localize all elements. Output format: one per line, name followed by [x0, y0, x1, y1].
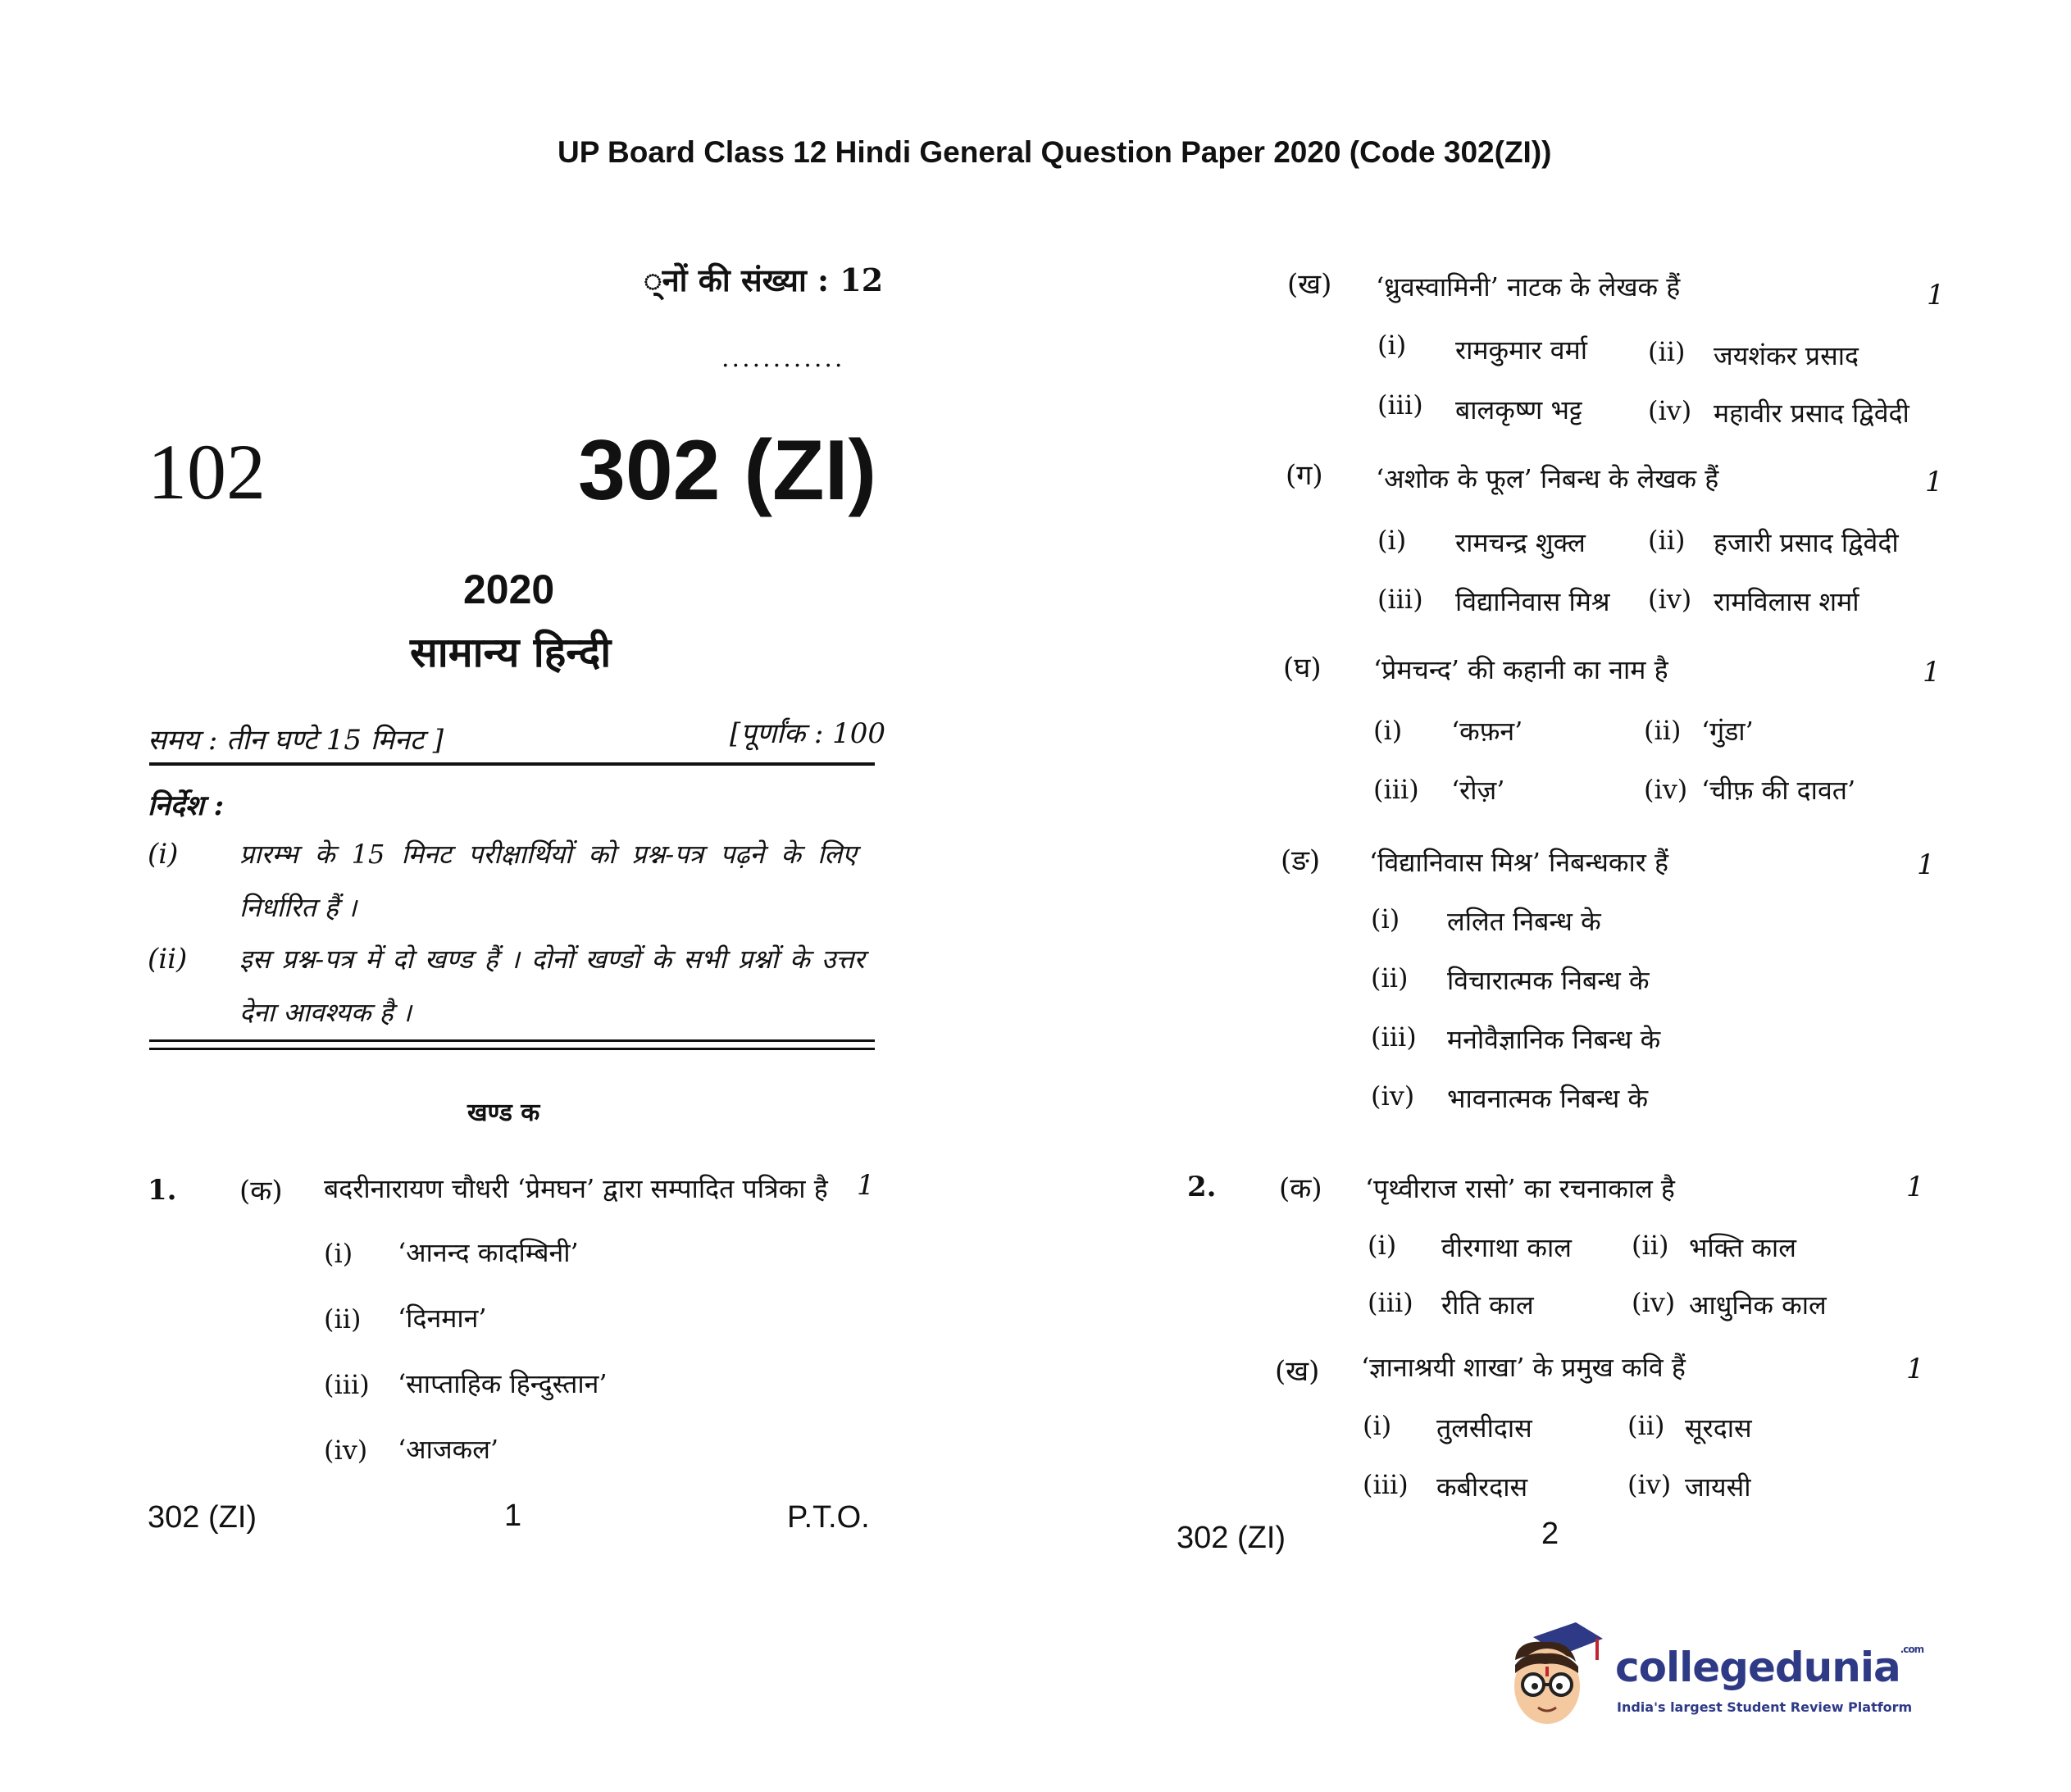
option-number: (i): [1368, 1230, 1397, 1261]
question-marks: 1: [1925, 466, 1943, 498]
option-number: (i): [1377, 330, 1407, 361]
option-number: (i): [1373, 715, 1403, 746]
logo-name: [1615, 1644, 1923, 1691]
roll-number-dots: ............: [721, 344, 845, 373]
question-marks: 1: [1927, 279, 1945, 312]
question-text: ‘विद्यानिवास मिश्र’ निबन्धकार हैं: [1369, 847, 1669, 878]
question-number: 1.: [148, 1174, 177, 1207]
question-part: (क): [239, 1175, 283, 1208]
option-text: जायसी: [1685, 1471, 1751, 1503]
logo-tagline: India's largest Student Review Platform: [1617, 1699, 1913, 1715]
question-marks: 1: [857, 1169, 875, 1202]
instruction-text: देना आवश्यक है ।: [239, 997, 412, 1028]
option-number: (iii): [1377, 584, 1423, 615]
option-text: ‘रोज़’: [1451, 775, 1505, 806]
option-text: विचारात्मक निबन्ध के: [1447, 965, 1650, 996]
option-text: तुलसीदास: [1436, 1412, 1532, 1444]
exam-time: समय : तीन घण्टे 15 मिनट ]: [148, 724, 444, 757]
instructions-rule: [149, 1048, 875, 1050]
option-number: (iii): [1373, 774, 1419, 805]
question-marks: 1: [1923, 656, 1941, 689]
option-text: ‘गुंडा’: [1701, 716, 1754, 747]
option-text: ‘साप्ताहिक हिन्दुस्तान’: [398, 1368, 608, 1399]
option-number: (iv): [1648, 395, 1692, 426]
question-part: (क): [1279, 1172, 1322, 1205]
option-text: सूरदास: [1685, 1412, 1752, 1444]
page-footer-number: 2: [1541, 1517, 1559, 1551]
question-marks: 1: [1906, 1353, 1924, 1385]
option-text: जयशंकर प्रसाद: [1714, 340, 1859, 371]
question-part: (ख): [1287, 268, 1332, 301]
option-number: (ii): [1371, 962, 1409, 994]
question-part: (घ): [1283, 652, 1322, 685]
instruction-text: प्रारम्भ के 15 मिनट परीक्षार्थियों को प्रश्न-पत्र पढ़ने के लिए: [239, 839, 857, 870]
question-number: 2.: [1187, 1171, 1217, 1203]
option-text: रामचन्द्र शुक्ल: [1455, 527, 1586, 558]
page-footer-code: 302 (ZI): [148, 1500, 257, 1535]
question-text: बदरीनारायण चौधरी ‘प्रेमघन’ द्वारा सम्पादित पत्रिका है: [324, 1173, 828, 1204]
instructions-title: निर्देश :: [148, 789, 225, 822]
option-number: (i): [1363, 1410, 1392, 1441]
option-number: (iv): [324, 1435, 368, 1466]
option-text: ‘कफ़न’: [1451, 716, 1523, 747]
option-text: वीरगाथा काल: [1441, 1232, 1572, 1263]
question-text: ‘प्रेमचन्द’ की कहानी का नाम है: [1373, 654, 1668, 685]
option-text: रामविलास शर्मा: [1714, 586, 1859, 617]
question-text: ‘अशोक के फूल’ निबन्ध के लेखक हैं: [1376, 463, 1719, 494]
option-number: (ii): [1644, 715, 1682, 746]
header-rule: [149, 762, 875, 766]
collegedunia-logo: [1500, 1619, 1924, 1734]
option-text: आधुनिक काल: [1689, 1289, 1827, 1321]
instruction-number: (ii): [148, 943, 188, 976]
instruction-number: (i): [148, 838, 179, 871]
option-number: (iii): [1377, 389, 1423, 421]
option-text: रीति काल: [1441, 1289, 1534, 1321]
option-text: ‘आजकल’: [398, 1434, 499, 1465]
option-number: (ii): [1632, 1230, 1669, 1261]
option-text: हजारी प्रसाद द्विवेदी: [1714, 527, 1899, 558]
exam-year: 2020: [463, 566, 555, 612]
question-marks: 1: [1917, 848, 1935, 881]
logo-suffix: .com: [1900, 1644, 1924, 1655]
section-title: खण्ड क: [467, 1098, 540, 1127]
option-text: कबीरदास: [1436, 1471, 1528, 1503]
option-text: ‘आनन्द कादम्बिनी’: [398, 1237, 579, 1268]
document-title: UP Board Class 12 Hindi General Question Paper 2020 (Code 302(ZI)): [558, 135, 1552, 169]
subject-title: सामान्य हिन्दी: [410, 628, 612, 676]
option-text: ललित निबन्ध के: [1447, 906, 1601, 937]
option-text: भावनात्मक निबन्ध के: [1447, 1083, 1649, 1114]
left-code: 102: [148, 428, 266, 516]
paper-code: 302 (ZI): [578, 423, 877, 518]
option-number: (ii): [1627, 1410, 1665, 1441]
instruction-text: इस प्रश्न-पत्र में दो खण्ड हैं । दोनों खण्डों के सभी प्रश्नों के उत्तर: [239, 944, 865, 975]
option-text: महावीर प्रसाद द्विवेदी: [1714, 398, 1909, 429]
instructions-rule: [149, 1039, 875, 1042]
option-number: (iv): [1644, 774, 1688, 805]
option-number: (i): [1371, 903, 1400, 935]
instruction-text: निर्धारित हैं ।: [239, 892, 357, 923]
option-number: (ii): [324, 1303, 362, 1335]
question-marks: 1: [1906, 1171, 1924, 1203]
option-text: भक्ति काल: [1689, 1232, 1796, 1263]
option-number: (iii): [1368, 1287, 1413, 1318]
page-footer-number: 1: [504, 1499, 522, 1533]
option-number: (iii): [1371, 1021, 1417, 1053]
option-text: बालकृष्ण भट्ट: [1455, 394, 1582, 425]
option-number: (iii): [324, 1369, 370, 1400]
max-marks: [पूर्णांक : 100: [730, 717, 886, 750]
question-text: ‘पृथ्वीराज रासो’ का रचनाकाल है: [1365, 1173, 1675, 1204]
question-text: ‘ध्रुवस्वामिनी’ नाटक के लेखक हैं: [1376, 271, 1681, 302]
question-part: (ग): [1286, 459, 1323, 492]
option-number: (iv): [1648, 584, 1692, 615]
question-text: ‘ज्ञानाश्रयी शाखा’ के प्रमुख कवि हैं: [1361, 1352, 1686, 1383]
option-number: (i): [324, 1238, 353, 1269]
option-number: (iv): [1627, 1469, 1672, 1500]
num-questions: ्नों की संख्या : 12: [644, 262, 884, 298]
option-text: विद्यानिवास मिश्र: [1455, 586, 1610, 617]
option-text: ‘दिनमान’: [398, 1303, 487, 1334]
question-part: (ङ): [1281, 844, 1321, 877]
option-number: (iv): [1632, 1287, 1676, 1318]
page-footer-pto: P.T.O.: [787, 1500, 870, 1535]
option-text: ‘चीफ़ की दावत’: [1701, 775, 1856, 806]
option-number: (i): [1377, 525, 1407, 556]
logo-wordmark: collegedunia: [1615, 1644, 1900, 1691]
question-part: (ख): [1275, 1355, 1320, 1388]
page-footer-code: 302 (ZI): [1177, 1521, 1286, 1555]
option-number: (iii): [1363, 1469, 1409, 1500]
option-number: (ii): [1648, 336, 1686, 367]
option-number: (ii): [1648, 525, 1686, 556]
option-text: मनोवैज्ञानिक निबन्ध के: [1447, 1024, 1661, 1055]
student-mascot-icon: [1500, 1619, 1607, 1734]
option-number: (iv): [1371, 1080, 1415, 1112]
option-text: रामकुमार वर्मा: [1455, 334, 1587, 366]
